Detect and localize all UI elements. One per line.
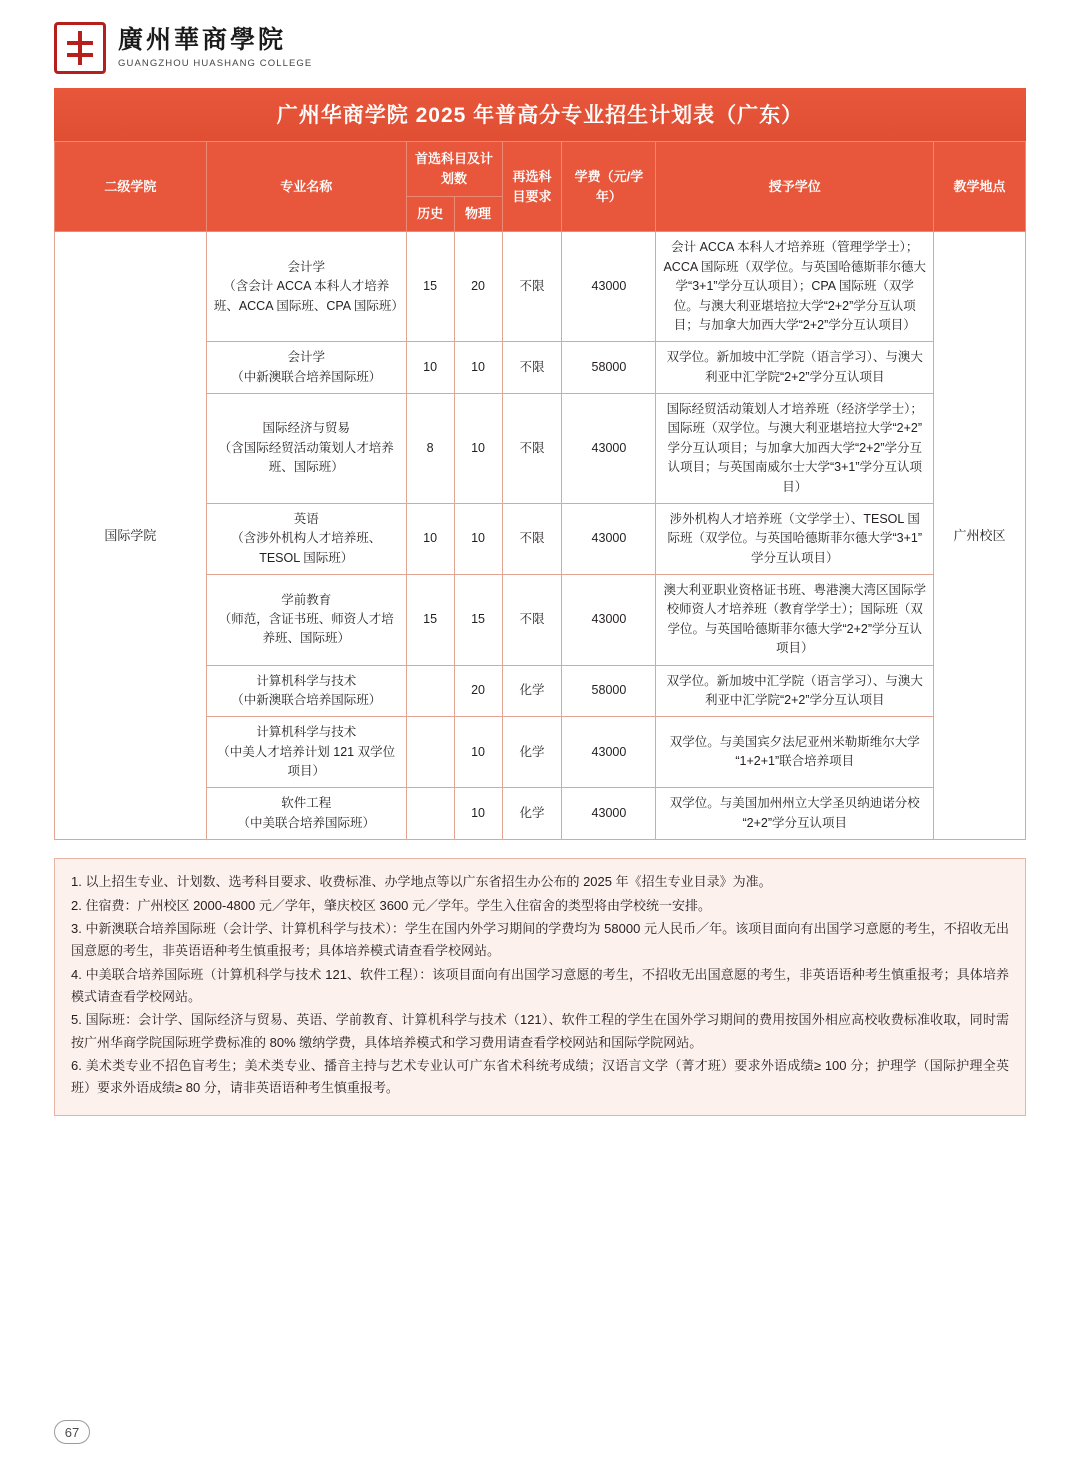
major-name: 国际经济与贸易: [262, 421, 350, 436]
cell-physics: 10: [454, 342, 502, 394]
major-name: 学前教育: [281, 592, 332, 607]
cell-resel: 不限: [502, 232, 562, 342]
major-note: （师范，含证书班、师资人才培养班、国际班）: [218, 612, 394, 646]
cell-physics: 20: [454, 665, 502, 717]
brand-name-cn: 廣州華商學院: [118, 26, 287, 55]
major-name: 会计学: [287, 259, 325, 274]
major-name: 计算机科学与技术: [256, 725, 357, 740]
major-note: （中美联合培养国际班）: [237, 815, 375, 830]
major-note: （含涉外机构人才培养班、TESOL 国际班）: [231, 531, 382, 565]
note-item: 6. 美术类专业不招色盲考生；美术类专业、播音主持与艺术专业认可广东省术科统考成绩；汉语言文学（菁才班）要求外语成绩≥ 100 分；护理学（国际护理全英班）要求外语成绩≥ 80 分，请非英语语种考生慎重报考。: [71, 1058, 1009, 1096]
major-note: （中新澳联合培养国际班）: [231, 369, 382, 384]
major-name: 会计学: [287, 350, 325, 365]
brand-header: [0, 0, 1080, 84]
cell-fee: 43000: [562, 503, 656, 574]
cell-resel: 化学: [502, 717, 562, 788]
cell-fee: 43000: [562, 717, 656, 788]
cell-history: 15: [406, 232, 454, 342]
cell-history: 15: [406, 575, 454, 666]
cell-degree: 会计 ACCA 本科人才培养班（管理学学士）；ACCA 国际班（双学位。与英国哈德斯菲尔德大学“3+1”学分互认项目）；CPA 国际班（双学位。与澳大利亚堪培拉大学“2+2”学分互认项目；与加拿大加西大学“2+2”学分互认项目）: [656, 232, 934, 342]
cell-history: [406, 665, 454, 717]
major-note: （含国际经贸活动策划人才培养班、国际班）: [218, 440, 394, 475]
note-item: 5. 国际班：会计学、国际经济与贸易、英语、学前教育、计算机科学与技术（121）、软件工程的学生在国外学习期间的费用按国外相应高校收费标准收取，同时需按广州华商学院国际班学费标准的 80% 缴纳学费，具体培养模式和学习费用请查看学校网站和国际学院网站。: [71, 1012, 1009, 1050]
major-note: （中美人才培养计划 121 双学位项目）: [217, 744, 396, 779]
page-number: 67: [54, 1420, 90, 1444]
th-campus: 教学地点: [934, 142, 1026, 232]
th-resel: 再选科目要求: [502, 142, 562, 232]
cell-fee: 43000: [562, 232, 656, 342]
cell-fee: 43000: [562, 575, 656, 666]
th-history: 历史: [406, 197, 454, 232]
cell-degree: 双学位。与美国加州州立大学圣贝纳迪诺分校“2+2”学分互认项目: [656, 788, 934, 840]
cell-major: [206, 665, 406, 717]
cell-major: [206, 342, 406, 394]
cell-resel: 不限: [502, 394, 562, 504]
cell-degree: 双学位。新加坡中汇学院（语言学习）、与澳大利亚中汇学院“2+2”学分互认项目: [656, 665, 934, 717]
cell-fee: 43000: [562, 394, 656, 504]
th-college: 二级学院: [55, 142, 207, 232]
cell-major: [206, 232, 406, 342]
cell-major: [206, 717, 406, 788]
cell-history: 10: [406, 342, 454, 394]
th-first-group: 首选科目及计划数: [406, 142, 502, 197]
cell-physics: 10: [454, 503, 502, 574]
cell-resel: 不限: [502, 342, 562, 394]
cell-degree: 国际经贸活动策划人才培养班（经济学学士）；国际班（双学位。与澳大利亚堪培拉大学“2+2”学分互认项目；与加拿大加西大学“2+2”学分互认项目；与英国南威尔士大学“3+1”学分互认项目）: [656, 394, 934, 504]
cell-fee: 58000: [562, 342, 656, 394]
cell-history: 8: [406, 394, 454, 504]
cell-major: [206, 503, 406, 574]
shield-logo-icon: [54, 22, 106, 74]
major-name: 计算机科学与技术: [256, 673, 357, 688]
table-body: [55, 232, 1026, 840]
cell-major: [206, 788, 406, 840]
cell-resel: 不限: [502, 575, 562, 666]
cell-resel: 不限: [502, 503, 562, 574]
cell-campus: 广州校区: [934, 232, 1026, 840]
cell-fee: 43000: [562, 788, 656, 840]
cell-college: 国际学院: [55, 232, 207, 840]
cell-history: 10: [406, 503, 454, 574]
cell-degree: 澳大利亚职业资格证书班、粤港澳大湾区国际学校师资人才培养班（教育学学士）；国际班（双学位。与英国哈德斯菲尔德大学“2+2”学分互认项目）: [656, 575, 934, 666]
note-item: 1. 以上招生专业、计划数、选考科目要求、收费标准、办学地点等以广东省招生办公布的 2025 年《招生专业目录》为准。: [71, 874, 772, 890]
cell-degree: 双学位。与美国宾夕法尼亚州米勒斯维尔大学“1+2+1”联合培养项目: [656, 717, 934, 788]
table-header: [55, 142, 1026, 232]
cell-history: [406, 788, 454, 840]
major-note: （中新澳联合培养国际班）: [231, 692, 382, 707]
cell-degree: 双学位。新加坡中汇学院（语言学习）、与澳大利亚中汇学院“2+2”学分互认项目: [656, 342, 934, 394]
cell-physics: 20: [454, 232, 502, 342]
table-row: [55, 232, 1026, 342]
notes-box: [54, 858, 1026, 1116]
th-fee: 学费（元/学年）: [562, 142, 656, 232]
cell-degree: 涉外机构人才培养班（文学学士）、TESOL 国际班（双学位。与英国哈德斯菲尔德大学“3+1”学分互认项目）: [656, 503, 934, 574]
major-name: 英语: [293, 511, 319, 526]
th-degree: 授予学位: [656, 142, 934, 232]
cell-physics: 10: [454, 788, 502, 840]
cell-physics: 10: [454, 394, 502, 504]
page-title: 广州华商学院 2025 年普高分专业招生计划表（广东）: [54, 88, 1026, 141]
note-item: 4. 中美联合培养国际班（计算机科学与技术 121、软件工程）：该项目面向有出国学习意愿的考生，不招收无出国意愿的考生，非英语语种考生慎重报考；具体培养模式请查看学校网站。: [71, 966, 1009, 1004]
cell-fee: 58000: [562, 665, 656, 717]
brand-name-en: GUANGZHOU HUASHANG COLLEGE: [118, 57, 313, 69]
cell-physics: 15: [454, 575, 502, 666]
cell-resel: 化学: [502, 788, 562, 840]
cell-major: [206, 575, 406, 666]
th-major: 专业名称: [206, 142, 406, 232]
note-item: 2. 住宿费：广州校区 2000-4800 元／学年，肇庆校区 3600 元／学年。学生入住宿舍的类型将由学校统一安排。: [71, 897, 711, 913]
note-item: 3. 中新澳联合培养国际班（会计学、计算机科学与技术）：学生在国内外学习期间的学费均为 58000 元人民币／年。该项目面向有出国学习意愿的考生，不招收无出国意愿的考生，非英语语种考生慎重报考；具体培养模式请查看学校网站。: [71, 920, 1009, 959]
admission-plan-table: [54, 141, 1026, 840]
cell-resel: 化学: [502, 665, 562, 717]
th-physics: 物理: [454, 197, 502, 232]
cell-physics: 10: [454, 717, 502, 788]
cell-history: [406, 717, 454, 788]
cell-major: [206, 394, 406, 504]
major-name: 软件工程: [281, 796, 332, 811]
major-note: （含会计 ACCA 本科人才培养班、ACCA 国际班、CPA 国际班）: [213, 279, 404, 313]
brand-text: [118, 27, 312, 69]
